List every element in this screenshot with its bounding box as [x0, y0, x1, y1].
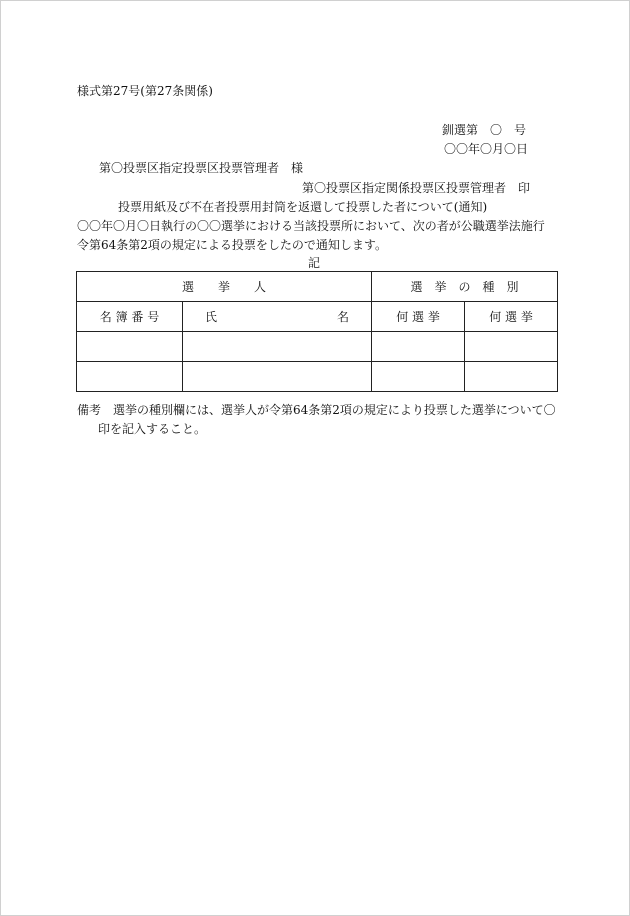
column-header-name-part2: 名	[337, 309, 350, 324]
group-header-election-type: 選 挙 の 種 別	[372, 272, 558, 302]
table-cell	[183, 362, 372, 392]
note-line-1: 備考 選挙の種別欄には、選挙人が令第64条第2項の規定により投票した選挙について〇	[77, 403, 556, 417]
voter-table	[76, 271, 558, 392]
column-header-name	[183, 302, 372, 332]
body-text-line-1: 〇〇年〇月〇日執行の〇〇選挙における当該投票所において、次の者が公職選挙法施行	[77, 219, 545, 233]
form-number: 様式第27号(第27条関係)	[77, 84, 213, 98]
ki-heading: 記	[308, 256, 321, 270]
column-header-which-election-1: 何 選 挙	[372, 302, 465, 332]
table-cell	[183, 332, 372, 362]
table-cell	[372, 332, 465, 362]
table-cell	[372, 362, 465, 392]
table-row	[77, 332, 558, 362]
column-header-which-election-2: 何 選 挙	[465, 302, 558, 332]
table-cell	[465, 332, 558, 362]
column-header-register-number: 名 簿 番 号	[77, 302, 183, 332]
column-header-name-part1: 氏	[204, 309, 217, 324]
document-number: 釧選第 〇 号	[441, 123, 526, 137]
table-cell	[465, 362, 558, 392]
document-subject: 投票用紙及び不在者投票用封筒を返還して投票した者について(通知)	[118, 200, 488, 214]
note-line-2: 印を記入すること。	[98, 422, 207, 436]
table-cell	[77, 332, 183, 362]
table-group-header-row	[77, 272, 558, 302]
table-cell	[77, 362, 183, 392]
document-date: 〇〇年〇月〇日	[443, 142, 528, 156]
table-column-header-row	[77, 302, 558, 332]
table-row	[77, 362, 558, 392]
group-header-voter: 選 挙 人	[77, 272, 372, 302]
sender: 第〇投票区指定関係投票区投票管理者 印	[301, 181, 530, 195]
body-text-line-2: 令第64条第2項の規定による投票をしたので通知します。	[77, 238, 387, 252]
addressee: 第〇投票区指定投票区投票管理者 様	[99, 161, 304, 175]
